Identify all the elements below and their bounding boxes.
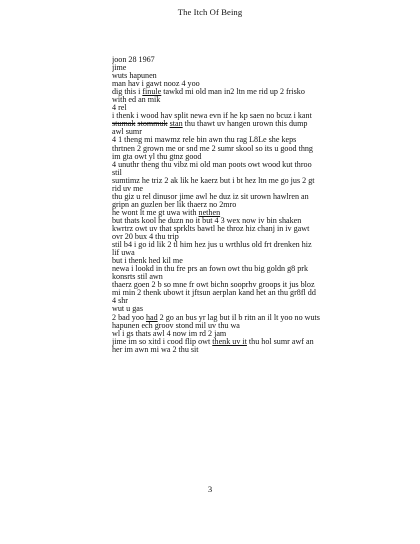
text-line — [112, 145, 372, 153]
struck-out-word: stumak — [112, 120, 136, 129]
text-line — [112, 338, 372, 346]
text-segment: with ed an mik — [112, 96, 161, 105]
text-segment: tawkd mi old man in2 ltn me rid up 2 frisko — [161, 88, 305, 97]
underlined-word: nethen — [198, 208, 221, 217]
text-line — [112, 161, 372, 169]
text-segment: 2 bad yoo — [112, 313, 146, 322]
text-segment: wl i gs thats awl 4 now im rd 2 jam — [112, 329, 227, 338]
text-line — [112, 120, 372, 128]
text-segment: dig this i — [112, 88, 143, 97]
text-line — [112, 314, 372, 322]
text-segment: man hav i gawt nooz 4 yoo — [112, 80, 200, 89]
text-line — [112, 169, 372, 177]
struck-out-word: stommuk — [137, 120, 168, 129]
text-segment: kwrtrz owt uv that sprklts bawtl he throz hiz chanj in iv gawt — [112, 224, 310, 233]
text-segment: stil b4 i go id lik 2 tl him hez jus u wrthlus old frt drenken hiz — [112, 241, 312, 250]
running-head-title: The Itch Of Being — [177, 7, 243, 17]
text-segment: 4 unuthr theng thu vibz mi old man poots owt wood kut throo — [112, 160, 312, 169]
text-line — [112, 153, 372, 161]
text-line — [112, 265, 372, 273]
text-segment: newa i lookd in thu fre prs an fown owt thu big goldn g8 prk — [112, 265, 309, 274]
text-segment: i thenk i wood hav split newa evn if he kp saen no bcuz i kant — [112, 112, 312, 121]
underlined-word: stan — [169, 120, 183, 129]
underlined-word: thenk uv it — [212, 337, 247, 346]
text-line — [112, 88, 372, 96]
text-line — [112, 249, 372, 257]
text-segment: gripn an guzlen ber lik thaerz no 2mro — [112, 200, 237, 209]
text-line — [112, 241, 372, 249]
text-segment: but i thenk hed kil me — [112, 257, 183, 266]
text-line — [112, 201, 372, 209]
text-segment: im gta owt yl thu gtnz good — [112, 152, 202, 161]
underlined-word: finule — [142, 88, 162, 97]
text-segment: thaerz goen 2 b so mne fr owt bichn sooprhv groops it jus bloz — [112, 281, 315, 290]
text-segment: konsrts stil awn — [112, 273, 163, 282]
text-line — [112, 56, 372, 64]
text-line — [112, 225, 372, 233]
text-line — [112, 193, 372, 201]
text-segment: sumtimz he triz 2 ak lik he kaerz but i bt hez ltn me go jus 2 gt — [112, 176, 315, 185]
text-line — [112, 281, 372, 289]
text-segment: her im awn mi wa 2 thu sit — [112, 345, 199, 354]
text-segment: thu hol sumr awf an — [246, 337, 314, 346]
text-segment: jime im so xitd i cood flip owt — [112, 337, 213, 346]
text-segment: ovr 20 bux 4 thu trip — [112, 233, 179, 242]
text-segment: 2 go an bus yr lag but il b ritn an il lt yoo no wuts — [157, 313, 320, 322]
letter-body — [112, 56, 372, 354]
text-segment: he wont lt me gt uwa with — [112, 208, 199, 217]
text-line — [112, 96, 372, 104]
text-segment: but thats kool he duzn no it but 4 3 wex now iv bin shaken — [112, 216, 302, 225]
text-segment: thrtnen 2 grown me or snd me 2 sumr skool so its u good thng — [112, 144, 313, 153]
text-segment: 4 rel — [112, 104, 127, 113]
text-segment: hapunen ech groov stond mil uv thu wa — [112, 321, 240, 330]
text-line — [112, 273, 372, 281]
text-segment: mi min 2 thenk ubowt it jftsun aerplan kand het an thu gr8fl dd — [112, 289, 316, 298]
text-segment: lif uwa — [112, 249, 135, 258]
text-line — [112, 112, 372, 120]
text-line — [112, 297, 372, 305]
text-line — [112, 217, 372, 225]
text-line — [112, 330, 372, 338]
text-line — [112, 104, 372, 112]
text-segment: awl sumr — [112, 128, 142, 137]
text-line — [112, 233, 372, 241]
text-line — [112, 305, 372, 313]
text-line — [112, 346, 372, 354]
text-segment: thu thawt uv hangen urown this dump — [182, 120, 308, 129]
text-segment: wuts hapunen — [112, 72, 157, 81]
text-segment: thu giz u rel dinusor jime awl he duz iz sit urown hawlren an — [112, 192, 309, 201]
page-number: 3 — [207, 484, 213, 494]
text-segment: wut u gas — [112, 305, 144, 314]
text-segment: jime — [112, 64, 127, 73]
underlined-word: had — [145, 313, 158, 322]
text-line — [112, 289, 372, 297]
text-line — [112, 209, 372, 217]
text-line — [112, 257, 372, 265]
text-segment: 4 1 theng mi mawmz rele bin awn thu rag L8Le she keps — [112, 136, 297, 145]
text-line — [112, 322, 372, 330]
text-line — [112, 185, 372, 193]
text-segment: 4 shr — [112, 297, 128, 306]
text-line — [112, 128, 372, 136]
text-line — [112, 72, 372, 80]
text-line — [112, 80, 372, 88]
text-segment: rid uv me — [112, 184, 144, 193]
text-line — [112, 177, 372, 185]
text-line — [112, 64, 372, 72]
text-segment: joon 28 1967 — [112, 56, 155, 64]
text-line — [112, 136, 372, 144]
text-segment: stil — [112, 168, 122, 177]
